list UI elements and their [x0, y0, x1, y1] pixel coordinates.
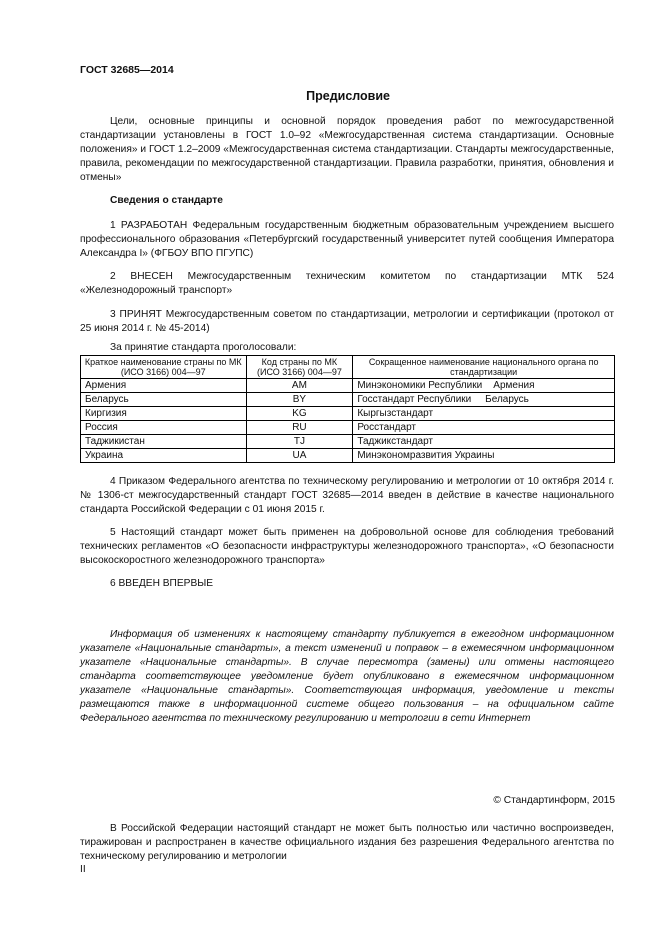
page-number: II [80, 864, 86, 875]
table-row [81, 407, 615, 421]
item-4-order: 4 Приказом Федерального агентства по техническому регулированию и метрологии от 10 октября 2014 г. № 1306-ст межгосударственный стандарт ГОСТ 32685—2014 введен в действие в качестве национального стандарта Российской Федерации с 01 июня 2015 г. [80, 476, 614, 515]
item-3-adopted: 3 ПРИНЯТ Межгосударственным советом по стандартизации, метрологии и сертификации (протокол от 25 июня 2014 г. № 45-2014) [80, 309, 614, 334]
cell-country: Украина [81, 449, 247, 463]
cell-country: Таджикистан [81, 435, 247, 449]
page-title: Предисловие [306, 89, 390, 103]
cell-code: KG [246, 407, 353, 421]
cell-body: Минэкономразвития Украины [353, 449, 615, 463]
cell-body: Минэкономики Республики Армения [353, 379, 615, 393]
cell-code: RU [246, 421, 353, 435]
table-row [81, 393, 615, 407]
table-row [81, 421, 615, 435]
cell-body: Кыргызстандарт [353, 407, 615, 421]
cell-code: UA [246, 449, 353, 463]
cell-code: TJ [246, 435, 353, 449]
cell-country: Киргизия [81, 407, 247, 421]
header-national-body: Сокращенное наименование национального органа по стандартизации [353, 356, 615, 379]
standard-info-heading: Сведения о стандарте [110, 195, 223, 206]
item-1-developed: 1 РАЗРАБОТАН Федеральным государственным бюджетным образовательным учреждением высшего профессионального образования «Петербургский государственный университет путей сообщения Императора Александра I» (ФГБОУ ВПО ПГУПС) [80, 220, 614, 259]
header-country-name: Краткое наименование страны по МК (ИСО 3166) 004—97 [81, 356, 247, 379]
intro-paragraph: Цели, основные принципы и основной порядок проведения работ по межгосударственной стандартизации установлены в ГОСТ 1.0–92 «Межгосударственная система стандартизации. Основные положения» и ГОСТ 1.2–2009 «Межгосударственная система стандартизации. Стандарты межгосударственные, правила, рекомендации по межгосударственной стандартизации. Правила разработки, принятия, обновления и отмены» [80, 116, 614, 183]
header-country-code: Код страны по МК (ИСО 3166) 004—97 [246, 356, 353, 379]
table-row [81, 379, 615, 393]
reproduction-restriction: В Российской Федерации настоящий стандарт не может быть полностью или частично воспроизведен, тиражирован и распространен в качестве официального издания без разрешения Федерального агентства по техническому регулированию и метрологии [80, 823, 614, 862]
cell-code: AM [246, 379, 353, 393]
table-header-row [81, 356, 615, 379]
cell-body: Госстандарт Республики Беларусь [353, 393, 615, 407]
cell-code: BY [246, 393, 353, 407]
cell-body: Росстандарт [353, 421, 615, 435]
item-2-submitted: 2 ВНЕСЕН Межгосударственным техническим комитетом по стандартизации МТК 524 «Железнодорожный транспорт» [80, 271, 614, 296]
item-5-application: 5 Настоящий стандарт может быть применен на добровольной основе для соблюдения требований технических регламентов «О безопасности инфраструктуры железнодорожного транспорта», «О безопасности высокоскоростного железнодорожного транспорта» [80, 527, 614, 566]
table-row [81, 435, 615, 449]
copyright: © Стандартинформ, 2015 [493, 795, 615, 806]
cell-body: Таджикстандарт [353, 435, 615, 449]
cell-country: Беларусь [81, 393, 247, 407]
document-id: ГОСТ 32685—2014 [80, 64, 174, 76]
item-6-introduced: 6 ВВЕДЕН ВПЕРВЫЕ [110, 578, 214, 589]
changes-notice: Информация об изменениях к настоящему стандарту публикуется в ежегодном информационном указателе «Национальные стандарты», а текст изменений и поправок – в ежемесячном информационном указателе «Национальные стандарты». В случае пересмотра (замены) или отмены настоящего стандарта соответствующее уведомление будет опубликовано в ежемесячном информационном указателе «Национальные стандарты». Соответствующая информация, уведомление и тексты размещаются также в информационной системе общего пользования – на официальном сайте Федерального агентства по техническому регулированию и метрологии в сети Интернет [80, 629, 614, 724]
table-row [81, 449, 615, 463]
cell-country: Армения [81, 379, 247, 393]
table-caption: За принятие стандарта проголосовали: [110, 342, 297, 353]
cell-country: Россия [81, 421, 247, 435]
voting-countries-table [80, 355, 615, 463]
